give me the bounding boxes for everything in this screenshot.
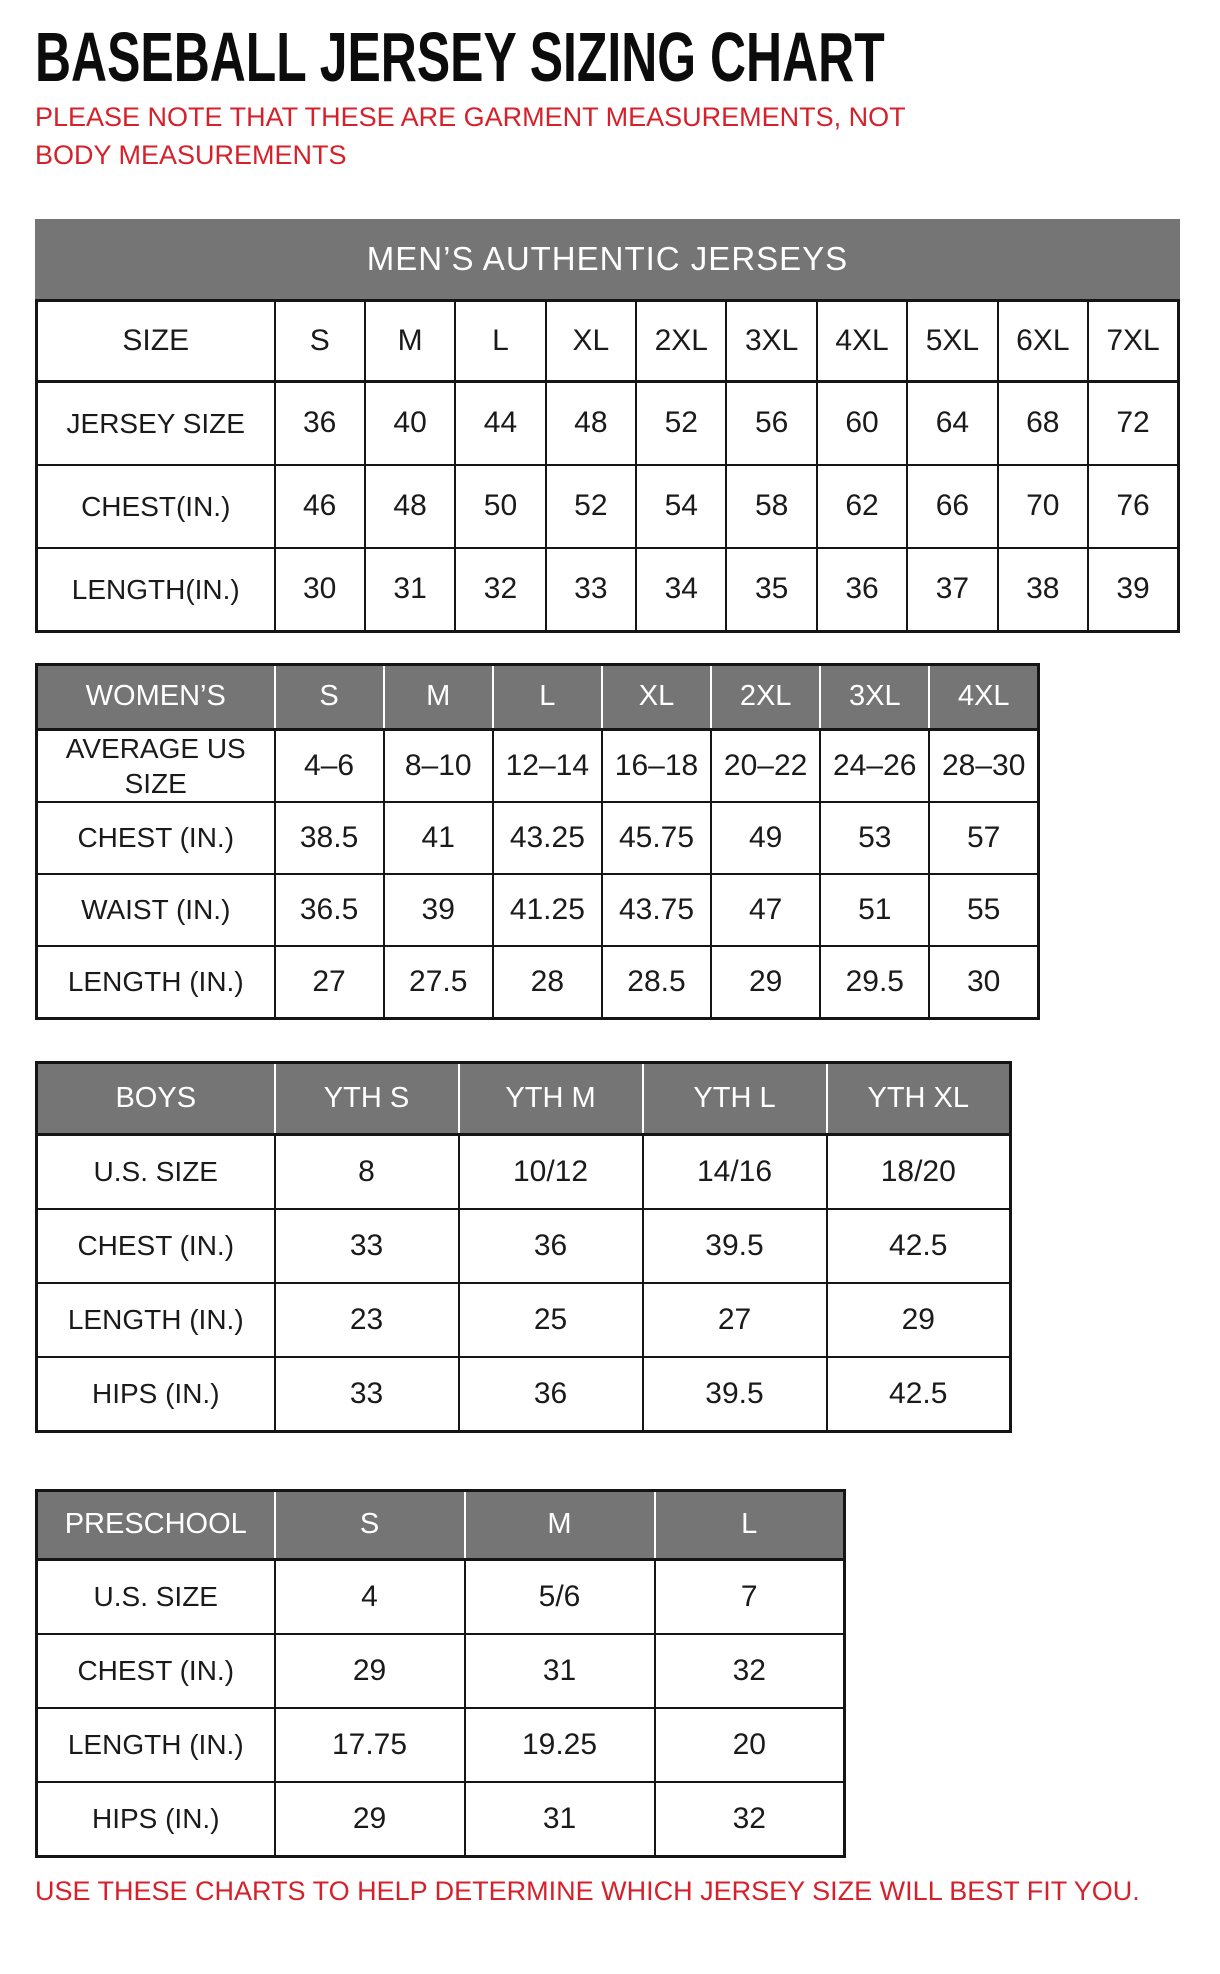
value-cell: 46	[275, 465, 365, 548]
value-cell: 51	[820, 874, 929, 946]
value-cell: 36	[459, 1209, 643, 1283]
corner-header-cell: WOMEN’S	[37, 664, 275, 729]
value-cell: 34	[636, 548, 726, 632]
value-cell: 33	[275, 1209, 459, 1283]
table-row	[37, 802, 1039, 874]
header-row	[37, 1490, 845, 1559]
row-label-cell: LENGTH (IN.)	[37, 1283, 275, 1357]
column-header-cell: M	[384, 664, 493, 729]
preschool-table-grid	[35, 1489, 846, 1858]
value-cell: 64	[907, 381, 997, 465]
value-cell: 40	[365, 381, 455, 465]
table-row	[37, 946, 1039, 1019]
column-header-cell: 2XL	[636, 300, 726, 381]
column-header-cell: 3XL	[726, 300, 816, 381]
value-cell: 35	[726, 548, 816, 632]
corner-header-cell: SIZE	[37, 300, 275, 381]
column-header-cell: L	[655, 1490, 845, 1559]
table-row	[37, 381, 1179, 465]
value-cell: 18/20	[827, 1134, 1011, 1209]
value-cell: 36	[275, 381, 365, 465]
column-header-cell: 2XL	[711, 664, 820, 729]
value-cell: 30	[275, 548, 365, 632]
value-cell: 4–6	[275, 729, 384, 802]
column-header-cell: XL	[602, 664, 711, 729]
value-cell: 48	[546, 381, 636, 465]
womens-table	[35, 663, 1040, 1020]
value-cell: 16–18	[602, 729, 711, 802]
page-title-text: BASEBALL JERSEY SIZING CHART	[35, 18, 885, 96]
row-label-cell: CHEST(IN.)	[37, 465, 275, 548]
value-cell: 54	[636, 465, 726, 548]
column-header-cell: L	[493, 664, 602, 729]
value-cell: 36.5	[275, 874, 384, 946]
row-label-cell: CHEST (IN.)	[37, 1634, 275, 1708]
value-cell: 38	[998, 548, 1088, 632]
mens-table-banner: MEN’S AUTHENTIC JERSEYS	[35, 219, 1180, 299]
value-cell: 23	[275, 1283, 459, 1357]
value-cell: 32	[455, 548, 545, 632]
value-cell: 24–26	[820, 729, 929, 802]
column-header-cell: S	[275, 300, 365, 381]
table-row	[37, 1134, 1011, 1209]
value-cell: 30	[929, 946, 1038, 1019]
value-cell: 70	[998, 465, 1088, 548]
table-row	[37, 1559, 845, 1634]
value-cell: 27.5	[384, 946, 493, 1019]
value-cell: 10/12	[459, 1134, 643, 1209]
value-cell: 52	[636, 381, 726, 465]
column-header-cell: 4XL	[929, 664, 1038, 729]
value-cell: 39.5	[643, 1209, 827, 1283]
value-cell: 29	[275, 1634, 465, 1708]
value-cell: 50	[455, 465, 545, 548]
table-row	[37, 874, 1039, 946]
column-header-cell: YTH M	[459, 1062, 643, 1134]
header-row	[37, 1062, 1011, 1134]
value-cell: 39.5	[643, 1357, 827, 1432]
column-header-cell: 4XL	[817, 300, 907, 381]
column-header-cell: M	[465, 1490, 655, 1559]
column-header-cell: 6XL	[998, 300, 1088, 381]
value-cell: 31	[365, 548, 455, 632]
value-cell: 49	[711, 802, 820, 874]
measurement-note: PLEASE NOTE THAT THESE ARE GARMENT MEASUREMENTS, NOT BODY MEASUREMENTS	[35, 102, 906, 171]
column-header-cell: L	[455, 300, 545, 381]
row-label-cell: CHEST (IN.)	[37, 1209, 275, 1283]
value-cell: 32	[655, 1634, 845, 1708]
column-header-cell: 3XL	[820, 664, 929, 729]
column-header-cell: YTH S	[275, 1062, 459, 1134]
value-cell: 39	[384, 874, 493, 946]
column-header-cell: YTH L	[643, 1062, 827, 1134]
value-cell: 72	[1088, 381, 1178, 465]
value-cell: 36	[459, 1357, 643, 1432]
value-cell: 41	[384, 802, 493, 874]
column-header-cell: YTH XL	[827, 1062, 1011, 1134]
value-cell: 19.25	[465, 1708, 655, 1782]
row-label-cell: LENGTH (IN.)	[37, 946, 275, 1019]
table-row	[37, 1209, 1011, 1283]
value-cell: 42.5	[827, 1209, 1011, 1283]
table-row	[37, 548, 1179, 632]
corner-header-cell: BOYS	[37, 1062, 275, 1134]
value-cell: 60	[817, 381, 907, 465]
column-header-cell: S	[275, 1490, 465, 1559]
boys-table-grid	[35, 1061, 1012, 1433]
value-cell: 31	[465, 1782, 655, 1857]
value-cell: 29	[275, 1782, 465, 1857]
table-row	[37, 465, 1179, 548]
value-cell: 32	[655, 1782, 845, 1857]
value-cell: 62	[817, 465, 907, 548]
value-cell: 76	[1088, 465, 1178, 548]
value-cell: 7	[655, 1559, 845, 1634]
value-cell: 5/6	[465, 1559, 655, 1634]
value-cell: 36	[817, 548, 907, 632]
value-cell: 47	[711, 874, 820, 946]
value-cell: 43.25	[493, 802, 602, 874]
header-row	[37, 664, 1039, 729]
table-row	[37, 1634, 845, 1708]
footer-note: USE THESE CHARTS TO HELP DETERMINE WHICH JERSEY SIZE WILL BEST FIT YOU.	[35, 1875, 1140, 1906]
value-cell: 29	[711, 946, 820, 1019]
row-label-cell: CHEST (IN.)	[37, 802, 275, 874]
column-header-cell: 5XL	[907, 300, 997, 381]
row-label-cell: HIPS (IN.)	[37, 1357, 275, 1432]
value-cell: 12–14	[493, 729, 602, 802]
table-row	[37, 1283, 1011, 1357]
value-cell: 58	[726, 465, 816, 548]
column-header-cell: XL	[546, 300, 636, 381]
value-cell: 43.75	[602, 874, 711, 946]
value-cell: 17.75	[275, 1708, 465, 1782]
value-cell: 29.5	[820, 946, 929, 1019]
table-row	[37, 1357, 1011, 1432]
womens-table-grid	[35, 663, 1040, 1020]
value-cell: 20–22	[711, 729, 820, 802]
value-cell: 42.5	[827, 1357, 1011, 1432]
value-cell: 68	[998, 381, 1088, 465]
row-label-cell: LENGTH (IN.)	[37, 1708, 275, 1782]
row-label-cell: AVERAGE US SIZE	[37, 729, 275, 802]
value-cell: 52	[546, 465, 636, 548]
value-cell: 55	[929, 874, 1038, 946]
value-cell: 44	[455, 381, 545, 465]
row-label-cell: WAIST (IN.)	[37, 874, 275, 946]
table-row	[37, 1782, 845, 1857]
column-header-cell: S	[275, 664, 384, 729]
column-header-cell: M	[365, 300, 455, 381]
value-cell: 25	[459, 1283, 643, 1357]
value-cell: 45.75	[602, 802, 711, 874]
value-cell: 28–30	[929, 729, 1038, 802]
value-cell: 8–10	[384, 729, 493, 802]
value-cell: 20	[655, 1708, 845, 1782]
mens-table-grid	[35, 299, 1180, 633]
row-label-cell: HIPS (IN.)	[37, 1782, 275, 1857]
row-label-cell: LENGTH(IN.)	[37, 548, 275, 632]
value-cell: 57	[929, 802, 1038, 874]
table-row	[37, 1708, 845, 1782]
column-header-cell: 7XL	[1088, 300, 1178, 381]
value-cell: 14/16	[643, 1134, 827, 1209]
preschool-table	[35, 1489, 846, 1858]
table-row	[37, 729, 1039, 802]
value-cell: 28	[493, 946, 602, 1019]
value-cell: 28.5	[602, 946, 711, 1019]
value-cell: 33	[275, 1357, 459, 1432]
value-cell: 53	[820, 802, 929, 874]
value-cell: 48	[365, 465, 455, 548]
row-label-cell: U.S. SIZE	[37, 1134, 275, 1209]
value-cell: 4	[275, 1559, 465, 1634]
value-cell: 66	[907, 465, 997, 548]
boys-table	[35, 1061, 1012, 1433]
value-cell: 41.25	[493, 874, 602, 946]
row-label-cell: JERSEY SIZE	[37, 381, 275, 465]
value-cell: 27	[275, 946, 384, 1019]
value-cell: 8	[275, 1134, 459, 1209]
value-cell: 33	[546, 548, 636, 632]
header-row	[37, 300, 1179, 381]
value-cell: 31	[465, 1634, 655, 1708]
value-cell: 37	[907, 548, 997, 632]
row-label-cell: U.S. SIZE	[37, 1559, 275, 1634]
value-cell: 27	[643, 1283, 827, 1357]
value-cell: 38.5	[275, 802, 384, 874]
value-cell: 39	[1088, 548, 1178, 632]
page-title	[35, 18, 1220, 96]
corner-header-cell: PRESCHOOL	[37, 1490, 275, 1559]
value-cell: 29	[827, 1283, 1011, 1357]
value-cell: 56	[726, 381, 816, 465]
mens-table	[35, 219, 1180, 633]
